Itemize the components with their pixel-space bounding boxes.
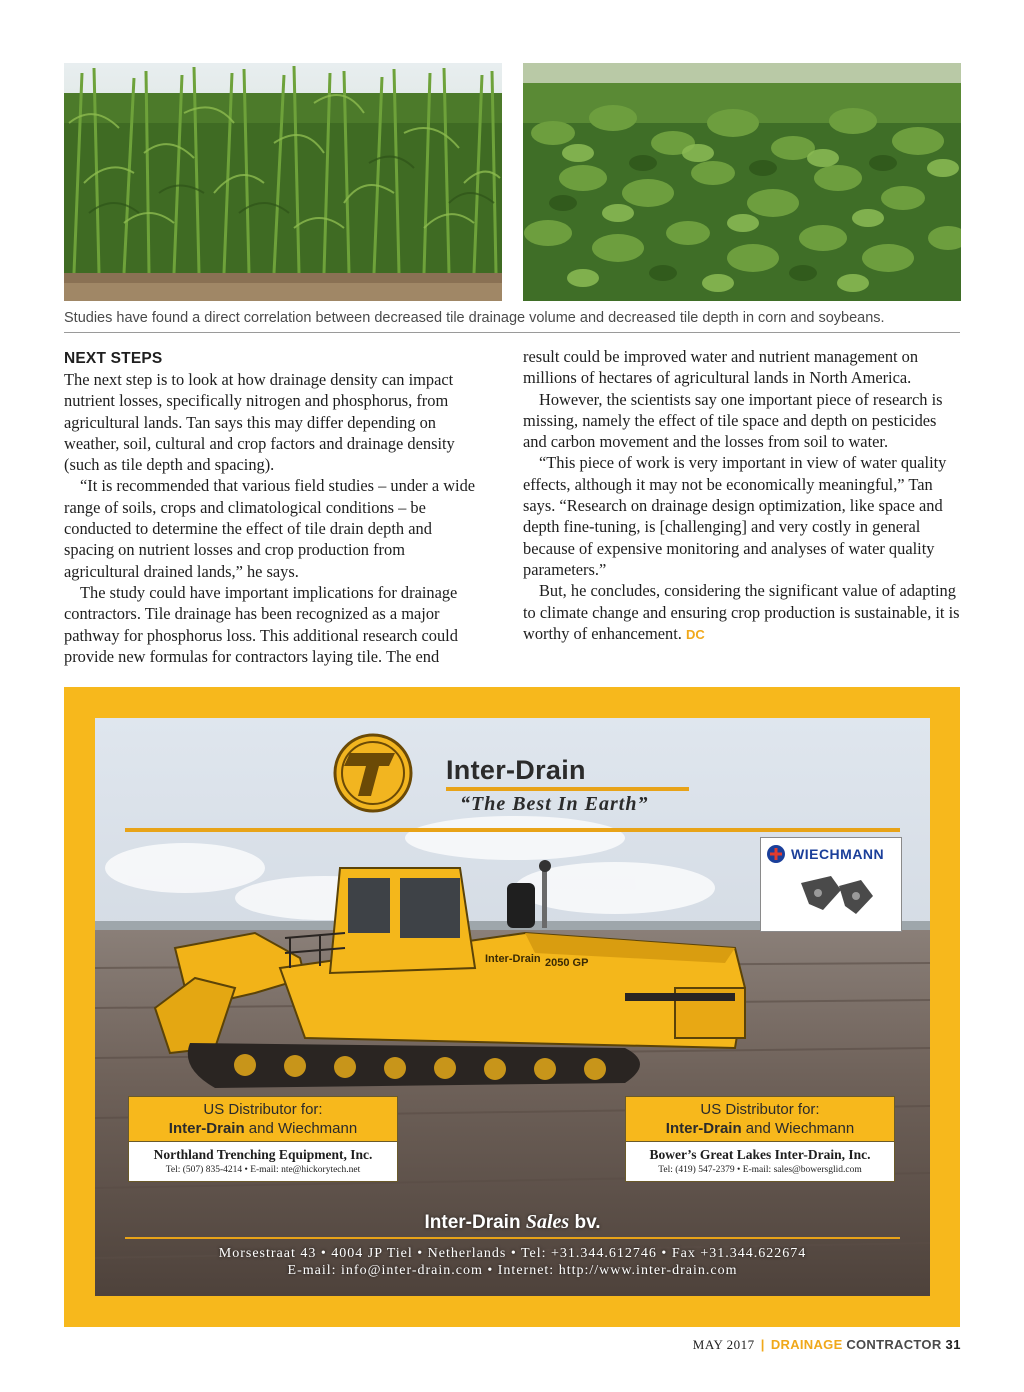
inter-drain-advertisement <box>64 687 960 1327</box>
paragraph-last <box>523 580 963 645</box>
brand-underline <box>446 787 689 791</box>
end-mark: DC <box>685 626 705 642</box>
machine-brand-label: Inter-Drain <box>485 953 541 965</box>
paragraph: “This piece of work is very important in view of water quality effects, although it may not be economically meaningful,” Tan says. “Research on drainage design optimization, like space and depth fine-tuning, is [challenging] and very costly in general because of expensive monitoring and analyses of water quality parameters.” <box>523 453 947 579</box>
page-footer <box>693 1337 961 1353</box>
company-address: Morsestraat 43 • 4004 JP Tiel • Netherlands • Tel: +31.344.612746 • Fax +31.344.622674 <box>218 1246 807 1261</box>
issue-date: MAY 2017 <box>692 1337 755 1352</box>
corn-field-photo <box>64 63 502 301</box>
page-number: 31 <box>945 1337 961 1352</box>
distributor-brand: Inter-Drain <box>168 1120 245 1137</box>
distributor-brand: Inter-Drain <box>665 1120 742 1137</box>
brand-divider <box>125 828 900 832</box>
drain-plow-parts-icon <box>801 876 873 914</box>
brand-name: Inter-Drain <box>446 755 586 785</box>
machine-model-label: 2050 GP <box>545 957 589 969</box>
distributor-company: Northland Trenching Equipment, Inc. <box>153 1147 373 1162</box>
ad-panel <box>95 718 930 1296</box>
inter-drain-logo-icon <box>335 735 411 811</box>
paragraph: The study could have important implications for drainage contractors. Tile drainage has been recognized as a major pathway for phosphorus loss. This additional research could provide new formulas for contractors laying tile. The end <box>64 582 458 666</box>
distributor-card-northland <box>128 1096 398 1182</box>
company-contact: E-mail: info@inter-drain.com • Internet: http://www.inter-drain.com <box>287 1263 738 1278</box>
sales-company-name <box>95 1211 930 1234</box>
footer-separator: | <box>760 1337 765 1352</box>
distributor-heading <box>625 1096 895 1142</box>
distributor-partner: and Wiechmann <box>741 1120 855 1137</box>
wiechmann-logo-text: WIECHMANN <box>791 846 885 862</box>
paragraph: The next step is to look at how drainage density can impact nutrient losses, specifically nitrogen and phosphorus, from agricultural lands. Tan says this may differ depending on weather, soil, cultural and crop factors and drainage density (such as tile depth and spacing). <box>64 370 455 475</box>
caption-divider <box>64 332 960 333</box>
distributor-card-bowers <box>625 1096 895 1182</box>
distributor-contact: Tel: (507) 835-4214 • E-mail: nte@hickorytech.net <box>165 1165 361 1175</box>
sales-divider <box>125 1237 900 1239</box>
wiechmann-emblem-icon <box>767 845 785 863</box>
distributor-details <box>128 1142 398 1182</box>
magazine-name-part2: CONTRACTOR <box>846 1337 942 1352</box>
photo-caption: Studies have found a direct correlation between decreased tile drainage volume and decreased tile depth in corn and soybeans. <box>64 310 885 326</box>
distributor-company: Bower’s Great Lakes Inter-Drain, Inc. <box>649 1147 871 1162</box>
distributor-heading <box>128 1096 398 1142</box>
brand-tagline: “The Best In Earth” <box>460 793 649 815</box>
distributor-line1: US Distributor for: <box>700 1101 820 1118</box>
sales-brand: Inter-Drain <box>424 1212 521 1233</box>
wiechmann-logo-box <box>760 837 902 932</box>
article-right-column <box>523 346 963 645</box>
article-left-column <box>64 346 484 667</box>
section-heading: NEXT STEPS <box>64 350 163 367</box>
distributor-line1: US Distributor for: <box>203 1101 323 1118</box>
paragraph: result could be improved water and nutrient management on millions of hectares of agricultural lands in North America. <box>523 347 919 388</box>
sales-script: Sales <box>525 1211 570 1233</box>
magazine-name-part1: DRAINAGE <box>770 1337 843 1352</box>
paragraph: However, the scientists say one important piece of research is missing, namely the effect of tile space and depth on pesticides and carbon movement and the losses from soil to water. <box>523 389 943 452</box>
distributor-details <box>625 1142 895 1182</box>
soybean-field-photo <box>523 63 961 301</box>
paragraph: “It is recommended that various field studies – under a wide range of soils, crops and climatological conditions – be conducted to determine the effect of tile drain depth and spacing on nutrient losses and crop production from agricultural drained lands,” he says. <box>64 476 476 581</box>
distributor-partner: and Wiechmann <box>244 1120 358 1137</box>
sales-suffix: bv. <box>569 1212 601 1233</box>
distributor-contact: Tel: (419) 547-2379 • E-mail: sales@bowersglid.com <box>658 1165 862 1175</box>
paragraph-text: But, he concludes, considering the significant value of adapting to climate change and ensuring crop production is sustainable, it is worthy of enhancement. <box>523 581 960 643</box>
